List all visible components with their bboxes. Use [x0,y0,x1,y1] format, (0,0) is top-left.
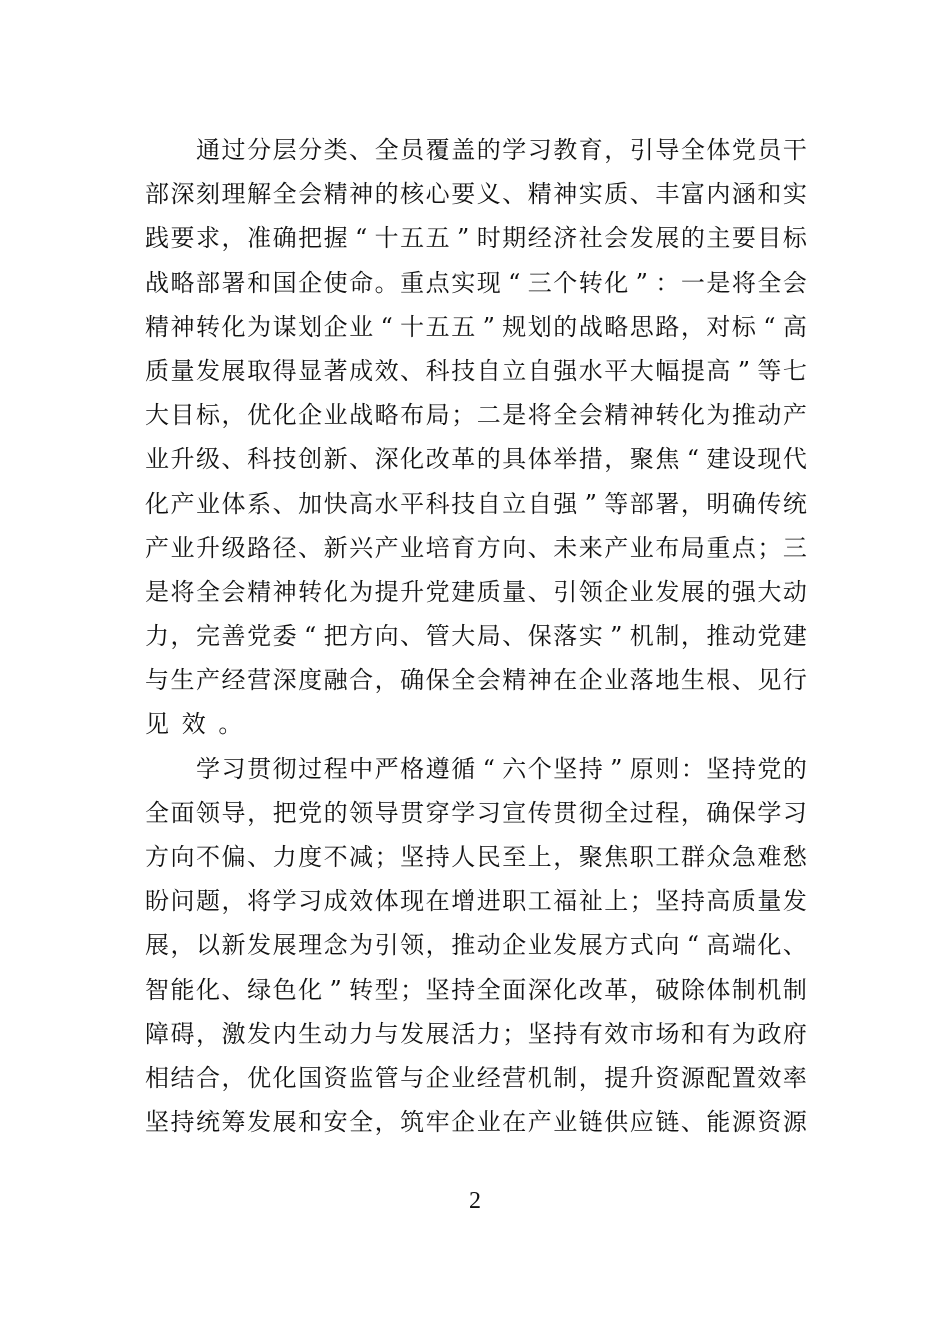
text-line: 学 习 贯 彻 过 程 中 严 格 遵 循 “ 六 个 坚 持 ” 原 则 ： 坚 持 党 的 [196,754,807,783]
text-line: 力 ， 完 善 党 委 “ 把 方 向 、 管 大 局 、 保 落 实 ” 机 制 ， 推 动 党 建 [145,622,807,651]
text-line: 与 生 产 经 营 深 度 融 合 ， 确 保 全 会 精 神 在 企 业 落 地 生 根 、 见 行 [145,666,807,695]
text-line: 产 业 升 级 路 径 、 新 兴 产 业 培 育 方 向 、 未 来 产 业 布 局 重 点 ； 三 [145,533,807,562]
text-line: 障 碍 ， 激 发 内 生 动 力 与 发 展 活 力 ； 坚 持 有 效 市 场 和 有 为 政 府 [145,1019,807,1048]
text-line: 精 神 转 化 为 谋 划 企 业 “ 十 五 五 ” 规 划 的 战 略 思 路 ， 对 标 “ 高 [145,312,807,341]
text-line: 智 能 化 、 绿 色 化 ” 转 型 ； 坚 持 全 面 深 化 改 革 ， 破 除 体 制 机 制 [145,975,807,1004]
text-line: 通 过 分 层 分 类 、 全 员 覆 盖 的 学 习 教 育 ， 引 导 全 体 党 员 干 [196,136,807,164]
text-line: 大 目 标 ， 优 化 企 业 战 略 布 局 ； 二 是 将 全 会 精 神 转 化 为 推 动 产 [145,401,807,430]
text-line: 部 深 刻 理 解 全 会 精 神 的 核 心 要 义 、 精 神 实 质 、 丰 富 内 涵 和 实 [145,180,807,209]
text-line: 展 ， 以 新 发 展 理 念 为 引 领 ， 推 动 企 业 发 展 方 式 向 “ 高 端 化 、 [145,931,807,960]
paragraph [145,747,807,1145]
text-line: 见 效 。 [145,710,255,739]
text-line: 化 产 业 体 系 、 加 快 高 水 平 科 技 自 立 自 强 ” 等 部 署 ， 明 确 传 统 [145,489,807,518]
text-line: 相 结 合 ， 优 化 国 资 监 管 与 企 业 经 营 机 制 ， 提 升 资 源 配 置 效 率 [145,1063,807,1092]
text-line: 全 面 领 导 ， 把 党 的 领 导 贯 穿 学 习 宣 传 贯 彻 全 过 程 ， 确 保 学 习 [145,798,807,827]
text-line: 盼 问 题 ， 将 学 习 成 效 体 现 在 增 进 职 工 福 祉 上 ； 坚 持 高 质 量 发 [145,887,807,916]
body-text [145,128,807,1144]
text-line: 方 向 不 偏 、 力 度 不 减 ； 坚 持 人 民 至 上 ， 聚 焦 职 工 群 众 急 难 愁 [145,843,807,871]
text-line: 战 略 部 署 和 国 企 使 命 。 重 点 实 现 “ 三 个 转 化 ” ： 一 是 将 全 会 [145,268,807,297]
text-line: 坚 持 统 筹 发 展 和 安 全 ， 筑 牢 企 业 在 产 业 链 供 应 链 、 能 源 资 源 [145,1108,807,1137]
text-line: 质 量 发 展 取 得 显 著 成 效 、 科 技 自 立 自 强 水 平 大 幅 提 高 ” 等 七 [145,356,807,385]
paragraph [145,128,807,747]
text-line: 是 将 全 会 精 神 转 化 为 提 升 党 建 质 量 、 引 领 企 业 发 展 的 强 大 动 [145,577,807,606]
text-line: 践 要 求 ， 准 确 把 握 “ 十 五 五 ” 时 期 经 济 社 会 发 展 的 主 要 目 标 [145,224,807,253]
page-number: 2 [469,1188,481,1214]
text-line: 业 升 级 、 科 技 创 新 、 深 化 改 革 的 具 体 举 措 ， 聚 焦 “ 建 设 现 代 [145,445,807,474]
